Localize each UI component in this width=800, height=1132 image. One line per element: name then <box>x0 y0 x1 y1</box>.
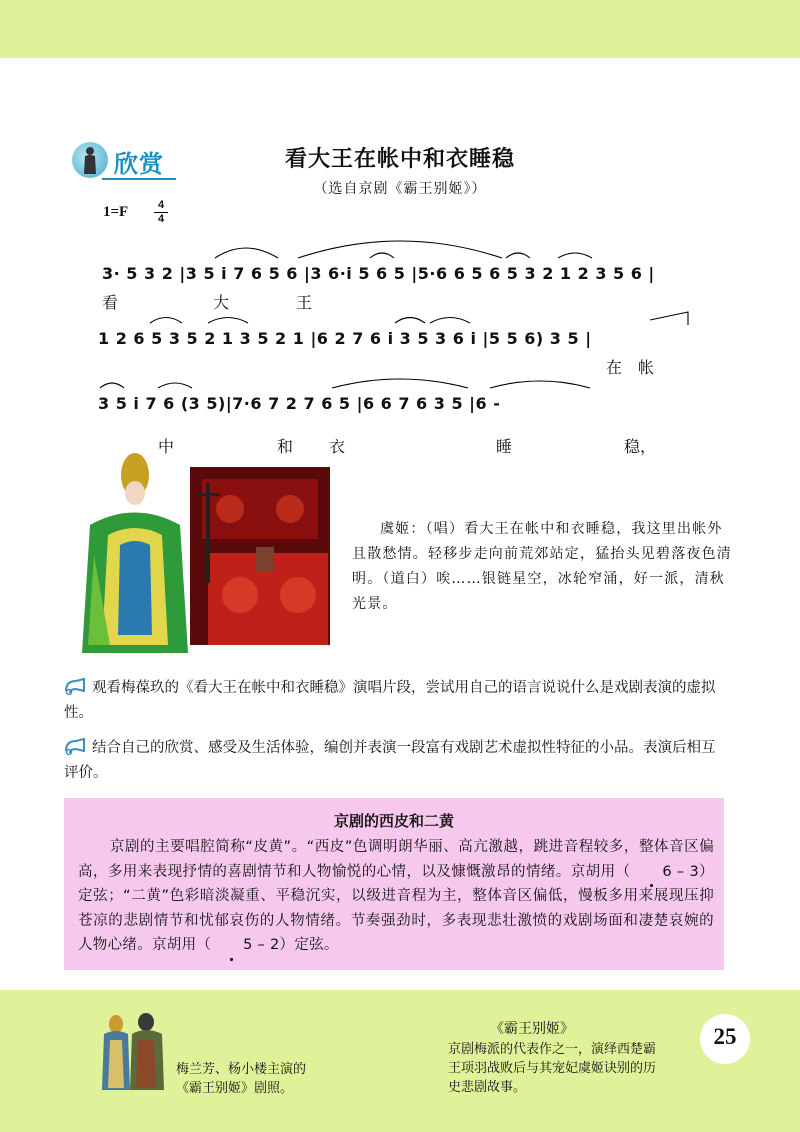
low-octave-note-6: 6 <box>630 860 671 885</box>
narration-text: 虞姬：（唱）看大王在帐中和衣睡稳，我这里出帐外且散愁情。轻移步走向前荒郊站定，猛抬头见碧落夜色清明。（道白）唉……银链星空，冰轮窄涌，好一派，清秋光景。 <box>352 521 732 612</box>
page-number: 25 <box>713 1024 737 1049</box>
song-title: 看大王在帐中和衣睡稳 <box>284 147 515 172</box>
low-octave-note-5: 5 <box>211 933 252 958</box>
opera-note-text: 京剧梅派的代表作之一，演绎西楚霸王项羽战败后与其宠妃虞姬诀别的历史悲剧故事。 <box>448 1042 657 1095</box>
info-box-body <box>78 835 714 958</box>
lyric-he: 和 <box>277 437 294 456</box>
info-body-part-3: – 2）定弦。 <box>252 937 339 953</box>
lyric-shui: 睡 <box>496 437 513 456</box>
task-2-text: 结合自己的欣赏、感受及生活体验，编创并表演一段富有戏剧艺术虚拟性特征的小品。表演后相互评价。 <box>64 740 716 781</box>
meter-bottom: 4 <box>157 213 165 225</box>
task-1 <box>64 676 724 726</box>
lyric-yi: 衣 <box>329 437 346 456</box>
photo-caption <box>176 1060 356 1098</box>
opera-stage-photo <box>80 445 340 657</box>
info-body-part-1: 京剧的主要唱腔简称“皮黄”。“西皮”色调明朗华丽、高亢激越，跳进音程较多，整体音区偏高，多用来表现抒情的喜剧情节和人物愉悦的心情，以及慷慨激昂的情绪。京胡用（ <box>78 839 714 880</box>
top-color-band <box>0 0 800 58</box>
info-box <box>64 798 724 970</box>
song-subtitle: （选自京剧《霸王别姬》） <box>313 181 487 197</box>
info-body-part-2: – 3）定弦；“二黄”色彩暗淡凝重、平稳沉实，以级进音程为主，整体音区偏低，慢板多用来展现压抑苍凉的悲剧情节和忧郁哀伤的人物情绪。节奏强劲时，多表现悲壮激愤的戏剧场面和凄楚哀婉的人物心绪。京胡用（ <box>78 863 714 953</box>
horn-icon <box>64 677 86 695</box>
opera-note-title: 《霸王别姬》 <box>490 1021 574 1037</box>
performers-photo <box>96 1010 168 1094</box>
photo-caption-line-1: 梅兰芳、杨小楼主演的 <box>176 1062 307 1077</box>
lyric-zhang: 帐 <box>638 358 655 377</box>
key-signature: 1=F <box>103 204 129 220</box>
photo-caption-line-2: 《霸王别姬》剧照。 <box>176 1081 294 1096</box>
meter-top: 4 <box>157 199 165 211</box>
lyric-zai: 在 <box>606 358 623 377</box>
lyric-zhong: 中 <box>158 437 175 456</box>
score-line-1: 3· 5 3 2 |3 5 i 7 6 5 6 |3 6·i 5 6 5 |5·6 6 5 6 5 3 2 1 2 3 5 6 | <box>102 264 655 283</box>
lyric-kan: 看 <box>102 293 119 312</box>
lyric-wen: 稳， <box>624 437 657 456</box>
time-signature <box>154 200 168 225</box>
section-badge-label: 欣赏 <box>114 149 164 178</box>
task-1-text: 观看梅葆玖的《看大王在帐中和衣睡稳》演唱片段，尝试用自己的语言说说什么是戏剧表演的虚拟性。 <box>64 680 716 721</box>
score-line-3: 3 5 i 7 6 (3 5)|7·6 7 2 7 6 5 |6 6 7 6 3 5 |6 - <box>98 394 501 413</box>
lyric-da: 大 <box>213 293 230 312</box>
horn-icon <box>64 737 86 755</box>
lyric-wang: 王 <box>296 293 313 312</box>
info-box-title: 京剧的西皮和二黄 <box>333 812 454 830</box>
score-line-2: 1 2 6 5 3 5 2 1 3 5 2 1 |6 2 7 6 i 3 5 3 6 i |5 5 6) 3 5 | <box>98 329 592 348</box>
task-2 <box>64 736 724 786</box>
